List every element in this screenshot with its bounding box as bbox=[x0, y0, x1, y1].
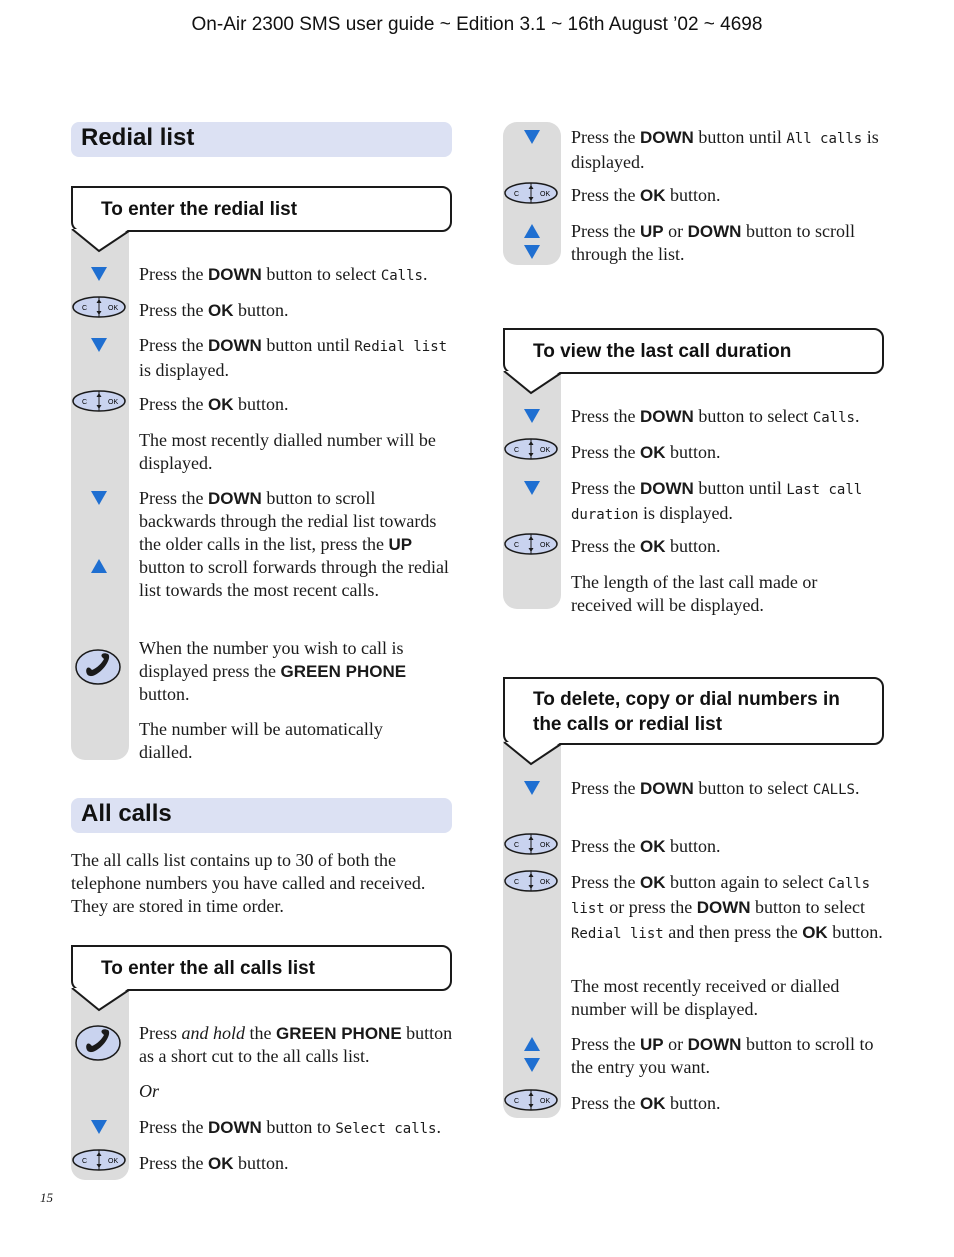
or-text: Or bbox=[139, 1081, 160, 1101]
svg-text:C: C bbox=[82, 399, 88, 406]
down-arrow-icon bbox=[91, 338, 107, 352]
step-text: The length of the last call made or received will be displayed. bbox=[571, 572, 818, 615]
subsection-title-allcalls: To enter the all calls list bbox=[101, 958, 315, 979]
step-text: Press the UP or DOWN button to scroll through the list. bbox=[571, 221, 855, 264]
step-text: Press the DOWN button to select Calls. bbox=[139, 264, 428, 284]
svg-text:C: C bbox=[514, 879, 520, 886]
step-text: Press the OK button. bbox=[571, 442, 721, 462]
down-arrow-icon bbox=[91, 491, 107, 505]
svg-text:C: C bbox=[514, 1098, 520, 1105]
nav-key-icon bbox=[72, 390, 128, 414]
svg-text:OK: OK bbox=[108, 399, 119, 406]
svg-text:OK: OK bbox=[540, 1098, 551, 1105]
nav-key-icon bbox=[504, 1089, 560, 1113]
step-text: Press the OK button. bbox=[571, 836, 721, 856]
svg-text:C: C bbox=[82, 305, 88, 312]
down-arrow-icon bbox=[91, 267, 107, 281]
step-text: Press the OK button. bbox=[571, 1093, 721, 1113]
step-text: Press the OK button. bbox=[571, 185, 721, 205]
subsection-title-delete-2: the calls or redial list bbox=[533, 714, 723, 735]
nav-key-icon bbox=[72, 296, 128, 320]
section-bar-redial bbox=[71, 122, 452, 157]
step-text: Press the DOWN button until Last call duration is displayed. bbox=[571, 478, 863, 523]
section-title-allcalls: All calls bbox=[81, 800, 172, 827]
nav-key-icon bbox=[72, 1149, 128, 1173]
step-text: Press the DOWN button to select Calls. bbox=[571, 406, 860, 426]
step-text: Press the DOWN button until All calls is displayed. bbox=[571, 127, 879, 172]
step-text: The most recently dialled number will be displayed. bbox=[139, 430, 436, 473]
nav-key-icon bbox=[504, 533, 560, 557]
svg-text:OK: OK bbox=[540, 191, 551, 198]
svg-text:OK: OK bbox=[108, 1158, 119, 1165]
step-text: Press the OK button. bbox=[139, 300, 289, 320]
svg-text:OK: OK bbox=[540, 542, 551, 549]
subsection-title-redial: To enter the redial list bbox=[101, 199, 298, 220]
step-text: Press the DOWN button until Redial list is displayed. bbox=[139, 335, 448, 380]
step-text: The most recently received or dialled number will be displayed. bbox=[571, 976, 840, 1019]
down-arrow-icon bbox=[524, 781, 540, 795]
nav-key-icon bbox=[504, 438, 560, 462]
step-text: Press the DOWN button to Select calls. bbox=[139, 1117, 441, 1137]
subsection-box-duration bbox=[503, 328, 884, 374]
nav-key-icon bbox=[504, 182, 560, 206]
box-pointer bbox=[71, 988, 133, 1014]
green-phone-icon bbox=[75, 1024, 123, 1062]
green-phone-icon bbox=[75, 648, 123, 686]
box-pointer bbox=[71, 229, 133, 255]
subsection-title-delete-1: To delete, copy or dial numbers in bbox=[533, 689, 840, 710]
up-arrow-icon bbox=[524, 1037, 540, 1051]
svg-text:C: C bbox=[514, 447, 520, 454]
box-pointer bbox=[503, 371, 565, 397]
step-text: Press the UP or DOWN button to scroll to the entry you want. bbox=[571, 1034, 874, 1077]
section-bar-allcalls bbox=[71, 798, 452, 833]
down-arrow-icon bbox=[524, 245, 540, 259]
box-pointer bbox=[503, 742, 565, 768]
svg-text:OK: OK bbox=[108, 305, 119, 312]
svg-text:C: C bbox=[514, 191, 520, 198]
svg-text:C: C bbox=[514, 542, 520, 549]
svg-text:C: C bbox=[82, 1158, 88, 1165]
down-arrow-icon bbox=[524, 409, 540, 423]
step-text: When the number you wish to call is displayed press the GREEN PHONE button. bbox=[139, 638, 407, 704]
down-arrow-icon bbox=[524, 130, 540, 144]
svg-text:OK: OK bbox=[540, 842, 551, 849]
step-text: Press the OK button. bbox=[139, 394, 289, 414]
svg-text:OK: OK bbox=[540, 447, 551, 454]
nav-key-icon bbox=[504, 870, 560, 894]
page-number: 15 bbox=[40, 1190, 53, 1205]
down-arrow-icon bbox=[524, 1058, 540, 1072]
step-text: Press and hold the GREEN PHONE button as a short cut to the all calls list. bbox=[139, 1023, 453, 1066]
subsection-title-duration: To view the last call duration bbox=[533, 341, 792, 362]
allcalls-intro: The all calls list contains up to 30 of both the telephone numbers you have called and received. They are stored in time order. bbox=[71, 850, 426, 916]
svg-text:C: C bbox=[514, 842, 520, 849]
subsection-box-delete bbox=[503, 677, 884, 745]
subsection-box-redial bbox=[71, 186, 452, 232]
svg-text:OK: OK bbox=[540, 879, 551, 886]
down-arrow-icon bbox=[524, 481, 540, 495]
step-text: The number will be automatically dialled. bbox=[139, 719, 383, 762]
step-text: Press the OK button. bbox=[139, 1153, 289, 1173]
step-text: Press the DOWN button to scroll backwards through the redial list towards the older calls in the list, press the UP button to scroll forwards through the redial list towards the most recent calls. bbox=[139, 488, 449, 600]
nav-key-icon bbox=[504, 833, 560, 857]
step-text: Press the OK button. bbox=[571, 536, 721, 556]
up-arrow-icon bbox=[91, 559, 107, 573]
section-title-redial: Redial list bbox=[81, 124, 195, 151]
down-arrow-icon bbox=[91, 1120, 107, 1134]
step-text: Press the OK button again to select Calls list or press the DOWN button to select Redial list and then press the OK button. bbox=[571, 872, 883, 942]
page-header: On-Air 2300 SMS user guide ~ Edition 3.1 ~ 16th August ’02 ~ 4698 bbox=[191, 14, 763, 35]
up-arrow-icon bbox=[524, 224, 540, 238]
step-text: Press the DOWN button to select CALLS. bbox=[571, 778, 860, 798]
subsection-box-allcalls bbox=[71, 945, 452, 991]
